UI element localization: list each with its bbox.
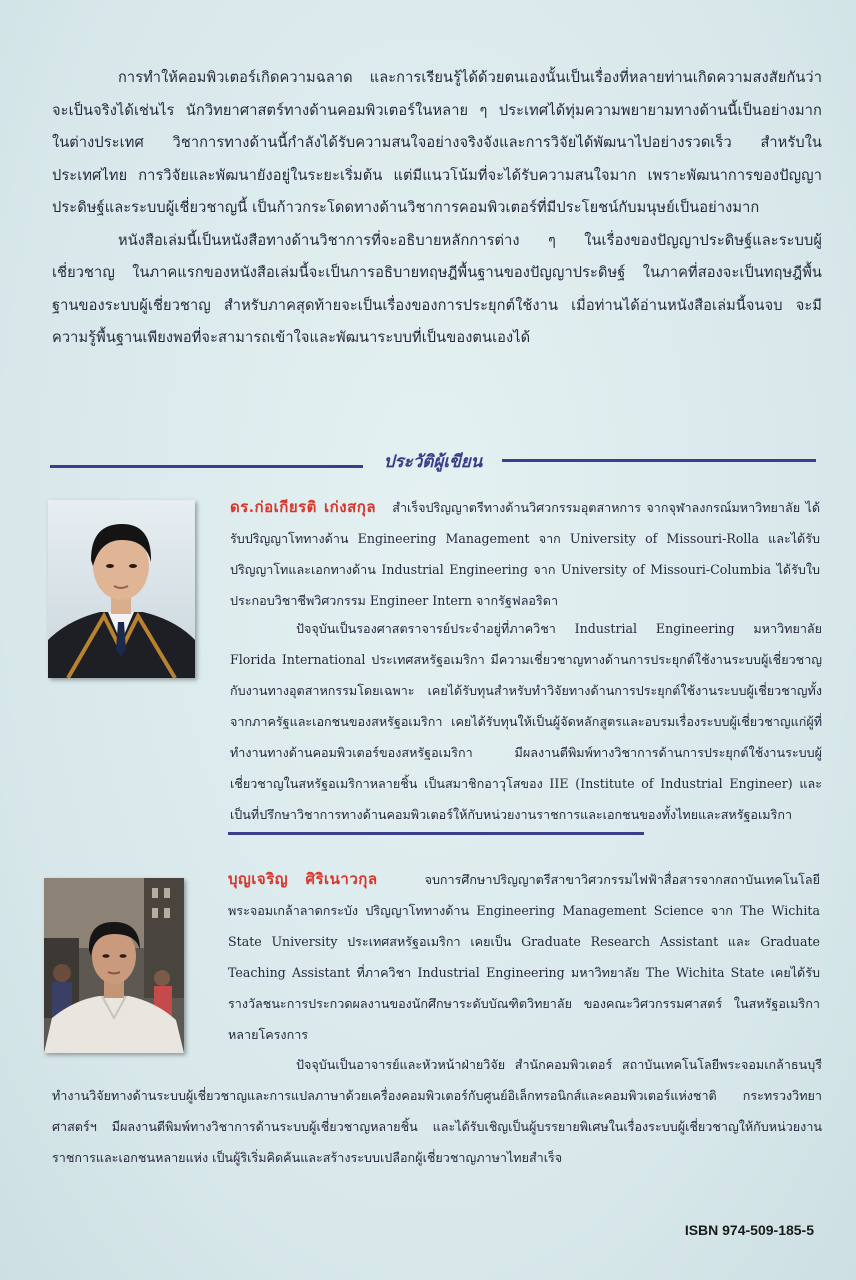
author2-bio-header	[228, 864, 820, 1050]
author2-bio-career: ปัจจุบันเป็นอาจารย์และหัวหน้าฝ่ายวิจัย สำนักคอมพิวเตอร์ สถาบันเทคโนโลยีพระจอมเกล้าธนบุรี ทำงานวิจัยทางด้านระบบผู้เชี่ยวชาญและการแปลภาษาด้วยเครื่องคอมพิวเตอร์กับศูนย์อิเล็กทรอนิกส์และคอมพิวเตอร์แห่งชาติ กระทรวงวิทยาศาสตร์ฯ มีผลงานตีพิมพ์ทางวิชาการด้านระบบผู้เชี่ยวชาญหลายชิ้น และได้รับเชิญเป็นผู้บรรยายพิเศษในเรื่องระบบผู้เชี่ยวชาญให้กับหน่วยงานราชการและเอกชนหลายแห่ง เป็นผู้ริเริ่มคิดค้นและสร้างระบบเปลือกผู้เชี่ยวชาญภาษาไทยสำเร็จ	[52, 1057, 822, 1165]
intro-text	[52, 62, 822, 355]
section-divider-left	[50, 465, 363, 468]
intro-paragraph-2: หนังสือเล่มนี้เป็นหนังสือทางด้านวิชาการที่จะอธิบายหลักการต่าง ๆ ในเรื่องของปัญญาประดิษฐ์และระบบผู้เชี่ยวชาญ ในภาคแรกของหนังสือเล่มนี้จะเป็นการอธิบายทฤษฎีพื้นฐานของปัญญาประดิษฐ์ ในภาคที่สองจะเป็นทฤษฎีพื้นฐานของระบบผู้เชี่ยวชาญ สำหรับภาคสุดท้ายจะเป็นเรื่องของการประยุกต์ใช้งาน เมื่อท่านได้อ่านหนังสือเล่มนี้จนจบ จะมีความรู้พื้นฐานเพียงพอที่จะสามารถเข้าใจและพัฒนาระบบที่เป็นของตนเองได้	[52, 231, 822, 346]
author2-portrait-graphic	[44, 878, 184, 1053]
author1-bio-education: สำเร็จปริญญาตรีทางด้านวิศวกรรมอุตสาหการ จากจุฬาลงกรณ์มหาวิทยาลัย ได้รับปริญญาโททางด้าน Engineering Management จาก University of Missouri-Rolla และได้รับปริญญาโทและเอกทางด้าน Industrial Engineering จาก University of Missouri-Columbia ได้รับใบประกอบวิชาชีพวิศวกรรม Engineer Intern จากรัฐฟลอริดา	[230, 500, 821, 608]
author2-photo	[44, 878, 184, 1053]
author2-bio-current	[52, 1049, 822, 1173]
author1-bio-career: ปัจจุบันเป็นรองศาสตราจารย์ประจำอยู่ที่ภาควิชา Industrial Engineering มหาวิทยาลัย Florida International ประเทศสหรัฐอเมริกา มีความเชี่ยวชาญทางด้านการประยุกต์ใช้งานระบบผู้เชี่ยวชาญกับงานทางอุตสาหกรรมโดยเฉพาะ เคยได้รับทุนสำหรับทำวิจัยทางด้านการประยุกต์ใช้งานระบบผู้เชี่ยวชาญทั้งจากภาครัฐและเอกชนของสหรัฐอเมริกา เคยได้รับทุนให้เป็นผู้จัดหลักสูตรและอบรมเรื่องระบบผู้เชี่ยวชาญแก่ผู้ที่ทำงานทางด้านคอมพิวเตอร์ของสหรัฐอเมริกา มีผลงานตีพิมพ์ทางวิชาการด้านการประยุกต์ใช้งานระบบผู้เชี่ยวชาญในสหรัฐอเมริกาหลายชิ้น เป็นสมาชิกอาวุโสของ IIE (Institute of Industrial Engineer) และเป็นที่ปรึกษาวิชาการทางด้านคอมพิวเตอร์ให้กับหน่วยงานราชการและเอกชนของทั้งไทยและสหรัฐอเมริกา	[230, 621, 822, 822]
intro-paragraph-1: การทำให้คอมพิวเตอร์เกิดความฉลาด และการเรียนรู้ได้ด้วยตนเองนั้นเป็นเรื่องที่หลายท่านเกิดความสงสัยกันว่าจะเป็นจริงได้เช่นไร นักวิทยาศาสตร์ทางด้านคอมพิวเตอร์ในหลาย ๆ ประเทศได้ทุ่มความพยายามทางด้านนี้เป็นอย่างมาก ในต่างประเทศ วิชาการทางด้านนี้กำลังได้รับความสนใจอย่างจริงจังและการวิจัยได้พัฒนาไปอย่างรวดเร็ว สำหรับในประเทศไทย การวิจัยและพัฒนายังอยู่ในระยะเริ่มต้น แต่มีแนวโน้มที่จะได้รับความสนใจมาก เพราะพัฒนาการของปัญญาประดิษฐ์และระบบผู้เชี่ยวชาญนี้ เป็นก้าวกระโดดทางด้านวิชาการคอมพิวเตอร์ที่มีประโยชน์กับมนุษย์เป็นอย่างมาก	[52, 69, 822, 216]
author1-bio-current	[52, 613, 822, 830]
author1-name: ดร.ก่อเกียรติ เก่งสกุล	[230, 498, 377, 516]
author2-bio-education: จบการศึกษาปริญญาตรีสาขาวิศวกรรมไฟฟ้าสื่อสารจากสถาบันเทคโนโลยีพระจอมเกล้าลาดกระบัง ปริญญาโททางด้าน Engineering Management Science จาก The Wichita State University ประเทศสหรัฐอเมริกา เคยเป็น Graduate Research Assistant และ Graduate Teaching Assistant ที่ภาควิชา Industrial Engineering มหาวิทยาลัย The Wichita State เคยได้รับรางวัลชนะการประกวดผลงานของนักศึกษาระดับบัณฑิตวิทยาลัย ของคณะวิศวกรรมศาสตร์ ในสหรัฐอเมริกาหลายโครงการ	[228, 872, 820, 1042]
author1-bio-paragraph-2	[52, 613, 822, 830]
author2-name: บุญเจริญ ศิริเนาวกุล	[228, 870, 378, 888]
author2-bio-paragraph-2	[52, 1049, 822, 1173]
isbn-number: ISBN 974-509-185-5	[684, 1222, 814, 1238]
author-divider	[228, 832, 644, 835]
section-title: ประวัติผู้เขียน	[383, 452, 483, 472]
author1-bio-header	[230, 492, 820, 616]
section-divider-right	[502, 459, 816, 462]
